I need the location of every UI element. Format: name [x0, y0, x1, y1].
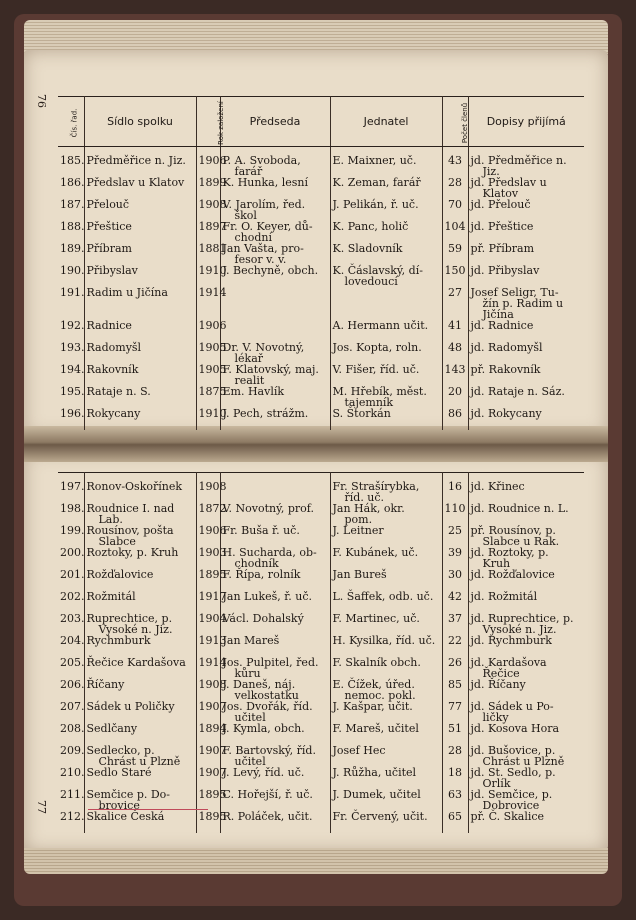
row-number: 202. — [60, 589, 85, 603]
table-row — [58, 155, 584, 177]
table-row — [58, 525, 584, 547]
row-number: 199. — [60, 523, 85, 537]
row-year: 1908 — [196, 481, 220, 503]
row-seat: Ronov-Oskořínek — [84, 481, 196, 503]
row-number: 210. — [60, 765, 85, 779]
row-number: 205. — [60, 655, 85, 669]
row-members: 51 — [442, 723, 468, 745]
row-seat: Roztoky, p. Kruh — [84, 547, 196, 569]
row-seat: Sedlecko, p. Chrást u Plzně — [84, 745, 196, 767]
row-number: 185. — [60, 153, 85, 167]
row-number: 189. — [60, 241, 85, 255]
row-secretary: E. Čížek, úřed. nemoc. pokl. — [330, 679, 442, 701]
row-chair: F. Klatovský, maj. realit — [220, 364, 330, 386]
row-secretary: A. Hermann učit. — [330, 320, 442, 342]
row-secretary: M. Hřebík, měst. tajemník — [330, 386, 442, 408]
row-number: 198. — [60, 501, 85, 515]
row-members: 65 — [442, 811, 468, 833]
row-members: 48 — [442, 342, 468, 364]
table-bottom — [58, 472, 584, 833]
row-year: 1895 — [196, 569, 220, 591]
row-seat: Předměřice n. Jiz. — [84, 155, 196, 177]
row-secretary: Jan Bureš — [330, 569, 442, 591]
row-number: 194. — [60, 362, 85, 376]
row-mail: jd. Rožďalovice — [468, 569, 584, 591]
row-mail: jd. Rychmburk — [468, 635, 584, 657]
row-number: 193. — [60, 340, 85, 354]
row-number: 201. — [60, 567, 85, 581]
row-chair: Jos. Dvořák, říd. učitel — [220, 701, 330, 723]
row-number: 203. — [60, 611, 85, 625]
row-mail: jd. Roztoky, p. Kruh — [468, 547, 584, 569]
row-mail: př. Příbram — [468, 243, 584, 265]
book-gutter — [24, 426, 608, 462]
row-year: 1895 — [196, 789, 220, 811]
row-mail: jd. St. Sedlo, p. Orlík — [468, 767, 584, 789]
row-members: 20 — [442, 386, 468, 408]
row-members: 28 — [442, 177, 468, 199]
table-row — [58, 221, 584, 243]
row-secretary: Jan Hák, okr. pom. — [330, 503, 442, 525]
row-members: 25 — [442, 525, 468, 547]
table-row — [58, 481, 584, 503]
row-chair: J. Daneš, náj. velkostatku — [220, 679, 330, 701]
table-row — [58, 287, 584, 320]
row-members: 39 — [442, 547, 468, 569]
row-members: 41 — [442, 320, 468, 342]
table-row — [58, 320, 584, 342]
row-mail: jd. Ruprechtice, p. Vysoké n. Jiz. — [468, 613, 584, 635]
row-secretary: V. Fišer, říd. uč. — [330, 364, 442, 386]
row-chair: Jan Vašta, pro- fesor v. v. — [220, 243, 330, 265]
row-mail: jd. Křinec — [468, 481, 584, 503]
table-row — [58, 657, 584, 679]
row-year: 1905 — [196, 364, 220, 386]
table-row — [58, 811, 584, 833]
row-members: 18 — [442, 767, 468, 789]
table-row — [58, 547, 584, 569]
row-seat: Rožďalovice — [84, 569, 196, 591]
row-year: 1894 — [196, 723, 220, 745]
row-number: 211. — [60, 787, 85, 801]
row-seat: Přelouč — [84, 199, 196, 221]
row-mail: jd. Rokycany — [468, 408, 584, 430]
row-number: 187. — [60, 197, 85, 211]
row-mail: jd. Roudnice n. L. — [468, 503, 584, 525]
row-chair: Fr. Buša ř. uč. — [220, 525, 330, 547]
row-chair: Fr. O. Keyer, dů- chodní — [220, 221, 330, 243]
row-chair: R. Poláček, učit. — [220, 811, 330, 833]
header-mail: Dopisy přijímá — [468, 97, 584, 147]
row-mail: jd. Předměřice n. Jiz. — [468, 155, 584, 177]
row-year: 1872 — [196, 503, 220, 525]
row-number: 204. — [60, 633, 85, 647]
table-row — [58, 569, 584, 591]
table-row — [58, 265, 584, 287]
table-row — [58, 591, 584, 613]
row-mail: Josef Seligr, Tu- žín p. Radim u Jičína — [468, 287, 584, 320]
row-number: 208. — [60, 721, 85, 735]
row-number: 188. — [60, 219, 85, 233]
row-year: 1899 — [196, 177, 220, 199]
row-seat: Radim u Jičína — [84, 287, 196, 320]
row-year: 1905 — [196, 342, 220, 364]
row-year: 1906 — [196, 155, 220, 177]
row-number: 196. — [60, 406, 85, 420]
table-row — [58, 342, 584, 364]
row-chair: C. Hořejší, ř. uč. — [220, 789, 330, 811]
row-secretary: H. Kysilka, říd. uč. — [330, 635, 442, 657]
row-members: 63 — [442, 789, 468, 811]
row-mail: př. Rakovník — [468, 364, 584, 386]
row-year: 1881 — [196, 243, 220, 265]
row-secretary: F. Martinec, uč. — [330, 613, 442, 635]
row-year: 1907 — [196, 767, 220, 789]
row-mail: jd. Radomyšl — [468, 342, 584, 364]
header-number: Čís. řad. — [58, 97, 84, 147]
row-year: 1908 — [196, 679, 220, 701]
row-mail: jd. Rožmitál — [468, 591, 584, 613]
row-chair: J. Kymla, obch. — [220, 723, 330, 745]
row-members: 26 — [442, 657, 468, 679]
table-top — [58, 96, 584, 430]
row-seat: Sedlčany — [84, 723, 196, 745]
row-secretary: J. Dumek, učitel — [330, 789, 442, 811]
row-mail: jd. Sádek u Po- ličky — [468, 701, 584, 723]
row-members: 70 — [442, 199, 468, 221]
table-row — [58, 613, 584, 635]
row-secretary: J. Kašpar, učit. — [330, 701, 442, 723]
row-members: 16 — [442, 481, 468, 503]
row-chair: P. A. Svoboda, farář — [220, 155, 330, 177]
row-chair: F. Bartovský, říd. učitel — [220, 745, 330, 767]
page-number-top: 76 — [35, 94, 48, 108]
row-seat: Řečice Kardašova — [84, 657, 196, 679]
row-mail: př. Č. Skalice — [468, 811, 584, 833]
row-number: 191. — [60, 285, 85, 299]
row-seat: Říčany — [84, 679, 196, 701]
row-mail: jd. Říčany — [468, 679, 584, 701]
table-row — [58, 679, 584, 701]
row-members: 37 — [442, 613, 468, 635]
row-chair: J. Bechyně, obch. — [220, 265, 330, 287]
row-number: 197. — [60, 479, 85, 493]
row-members: 110 — [442, 503, 468, 525]
row-secretary: K. Sladovník — [330, 243, 442, 265]
table-row — [58, 789, 584, 811]
row-seat: Ruprechtice, p. Vysoké n. Jiz. — [84, 613, 196, 635]
row-chair: H. Sucharda, ob- chodník — [220, 547, 330, 569]
table-row — [58, 177, 584, 199]
row-seat: Rakovník — [84, 364, 196, 386]
row-year: 1914 — [196, 287, 220, 320]
table-row — [58, 408, 584, 430]
row-mail: jd. Přelouč — [468, 199, 584, 221]
row-chair: F. Řípa, rolník — [220, 569, 330, 591]
row-chair: Em. Havlík — [220, 386, 330, 408]
row-mail: jd. Rataje n. Sáz. — [468, 386, 584, 408]
header-chair: Předseda — [220, 97, 330, 147]
row-chair: Jan Mareš — [220, 635, 330, 657]
row-number: 192. — [60, 318, 85, 332]
page-edges-bottom — [24, 848, 608, 874]
row-year: 1908 — [196, 199, 220, 221]
row-year: 1914 — [196, 657, 220, 679]
row-chair — [220, 287, 330, 320]
row-secretary: J. Pelikán, ř. uč. — [330, 199, 442, 221]
row-seat: Rousínov, pošta Slabce — [84, 525, 196, 547]
row-seat: Příbram — [84, 243, 196, 265]
table-row — [58, 243, 584, 265]
row-secretary: K. Čáslavský, dí- lovedoucí — [330, 265, 442, 287]
row-year: 1913 — [196, 635, 220, 657]
row-number: 195. — [60, 384, 85, 398]
table-row — [58, 701, 584, 723]
row-members: 59 — [442, 243, 468, 265]
row-secretary: Fr. Strašírybka, říd. uč. — [330, 481, 442, 503]
row-members: 143 — [442, 364, 468, 386]
row-members: 77 — [442, 701, 468, 723]
row-number: 190. — [60, 263, 85, 277]
row-year: 1875 — [196, 386, 220, 408]
row-mail: jd. Semčice, p. Dobrovice — [468, 789, 584, 811]
row-chair: Jan Lukeš, ř. uč. — [220, 591, 330, 613]
row-members: 27 — [442, 287, 468, 320]
row-secretary: L. Šaffek, odb. uč. — [330, 591, 442, 613]
row-mail: jd. Kosova Hora — [468, 723, 584, 745]
row-year: 1903 — [196, 547, 220, 569]
table-row — [58, 364, 584, 386]
row-mail: jd. Přeštice — [468, 221, 584, 243]
row-chair: K. Hunka, lesní — [220, 177, 330, 199]
row-mail: př. Rousínov, p. Slabce u Rak. — [468, 525, 584, 547]
row-secretary: F. Mareš, učitel — [330, 723, 442, 745]
row-seat: Sedlo Staré — [84, 767, 196, 789]
row-members: 85 — [442, 679, 468, 701]
row-seat: Rokycany — [84, 408, 196, 430]
row-year: 1897 — [196, 221, 220, 243]
row-number: 206. — [60, 677, 85, 691]
row-members: 42 — [442, 591, 468, 613]
row-number: 207. — [60, 699, 85, 713]
page-number-bottom: 77 — [35, 800, 48, 814]
row-secretary: K. Panc, holič — [330, 221, 442, 243]
row-seat: Roudnice I. nad Lab. — [84, 503, 196, 525]
row-mail: jd. Bušovice, p. Chrást u Plzně — [468, 745, 584, 767]
row-members: 150 — [442, 265, 468, 287]
header-year: Rok založení — [196, 97, 220, 147]
row-year: 1895 — [196, 811, 220, 833]
row-number: 200. — [60, 545, 85, 559]
header-secretary: Jednatel — [330, 97, 442, 147]
row-secretary: J. Leitner — [330, 525, 442, 547]
row-number: 186. — [60, 175, 85, 189]
row-seat: Radomyšl — [84, 342, 196, 364]
page-edges-top — [24, 20, 608, 54]
row-chair: V. Jarolím, řed. škol — [220, 199, 330, 221]
row-members: 30 — [442, 569, 468, 591]
row-secretary: F. Skalník obch. — [330, 657, 442, 679]
row-chair: Václ. Dohalský — [220, 613, 330, 635]
table-row — [58, 767, 584, 789]
row-seat: Rožmitál — [84, 591, 196, 613]
row-number: 209. — [60, 743, 85, 757]
row-chair: J. Pech, strážm. — [220, 408, 330, 430]
row-mail: jd. Radnice — [468, 320, 584, 342]
row-members: 22 — [442, 635, 468, 657]
row-secretary — [330, 287, 442, 320]
header-seat: Sídlo spolku — [84, 97, 196, 147]
row-year: 1906 — [196, 525, 220, 547]
row-chair: Jos. Pulpitel, řed. kůru — [220, 657, 330, 679]
row-members: 43 — [442, 155, 468, 177]
table-row — [58, 723, 584, 745]
row-secretary: J. Růžha, učitel — [330, 767, 442, 789]
row-seat: Přibyslav — [84, 265, 196, 287]
row-secretary: S. Štorkán — [330, 408, 442, 430]
row-seat: Sádek u Poličky — [84, 701, 196, 723]
row-year: 1917 — [196, 591, 220, 613]
row-chair — [220, 320, 330, 342]
table-row — [58, 635, 584, 657]
row-seat: Předslav u Klatov — [84, 177, 196, 199]
row-members: 104 — [442, 221, 468, 243]
row-year: 1904 — [196, 613, 220, 635]
row-year: 1907 — [196, 701, 220, 723]
row-year: 1910 — [196, 265, 220, 287]
row-number: 212. — [60, 809, 85, 823]
table-row — [58, 386, 584, 408]
header-members: Počet členů — [442, 97, 468, 147]
table-row — [58, 745, 584, 767]
row-secretary: Jos. Kopta, roln. — [330, 342, 442, 364]
table-row — [58, 199, 584, 221]
row-chair: J. Levý, říd. uč. — [220, 767, 330, 789]
row-members: 86 — [442, 408, 468, 430]
row-secretary: E. Maixner, uč. — [330, 155, 442, 177]
row-mail: jd. Kardašova Řečice — [468, 657, 584, 679]
row-chair — [220, 481, 330, 503]
row-seat: Semčice p. Do- brovice — [84, 789, 196, 811]
row-seat: Skalice Česká — [84, 811, 196, 833]
row-year: 1910 — [196, 408, 220, 430]
row-year: 1907 — [196, 745, 220, 767]
underline-mark — [88, 809, 208, 810]
row-seat: Rychmburk — [84, 635, 196, 657]
row-year: 1906 — [196, 320, 220, 342]
table-row — [58, 503, 584, 525]
row-members: 28 — [442, 745, 468, 767]
row-chair: V. Novotný, prof. — [220, 503, 330, 525]
row-secretary: Josef Hec — [330, 745, 442, 767]
row-chair: Dr. V. Novotný, lékař — [220, 342, 330, 364]
row-secretary: Fr. Červený, učit. — [330, 811, 442, 833]
row-secretary: F. Kubánek, uč. — [330, 547, 442, 569]
row-seat: Radnice — [84, 320, 196, 342]
row-secretary: K. Zeman, farář — [330, 177, 442, 199]
row-mail: jd. Předslav u Klatov — [468, 177, 584, 199]
row-mail: jd. Přibyslav — [468, 265, 584, 287]
row-seat: Přeštice — [84, 221, 196, 243]
row-seat: Rataje n. S. — [84, 386, 196, 408]
